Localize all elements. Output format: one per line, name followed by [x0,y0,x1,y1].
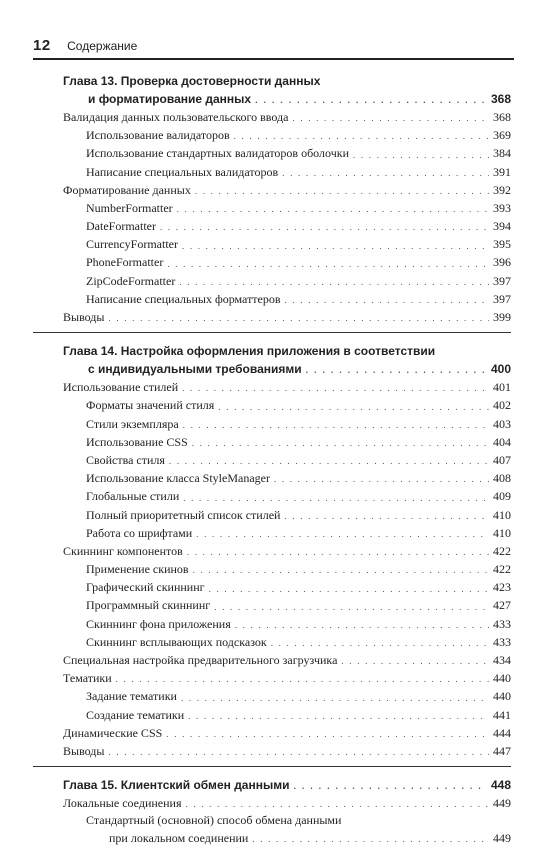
entry-label: DateFormatter [86,219,156,234]
toc-entry [63,742,511,760]
dot-leader [196,528,489,542]
dot-leader [209,583,489,597]
dot-leader [167,258,489,272]
page-ref: 408 [493,471,511,486]
dot-leader [271,637,489,651]
running-header [33,37,514,55]
page-ref: 407 [493,452,511,467]
toc-entry [63,687,511,705]
dot-leader [183,492,489,506]
entry-label: Выводы [63,310,105,325]
dot-leader [274,473,489,487]
chapter-title-line: Глава 15. Клиентский обмен данными [63,778,290,793]
page-ref: 394 [493,219,511,234]
page-ref: 368 [490,92,511,106]
toc-entry [63,126,511,144]
page-ref: 422 [493,562,511,577]
dot-leader [214,601,489,615]
page-ref: 384 [493,146,511,161]
dot-leader [183,419,489,433]
page-ref: 395 [493,237,511,252]
dot-leader [255,94,487,108]
entry-label: Форматирование данных [63,182,191,197]
chapter-title-line: Глава 14. Настройка оформления приложения в соответствии [63,344,436,359]
toc-entry [63,378,511,396]
entry-label: Скиннинг фона приложения [86,616,231,631]
chapter-divider [33,332,511,333]
entry-label: Стили экземпляра [86,416,179,431]
dot-leader [353,149,489,163]
entry-label: Скиннинг компонентов [63,543,183,558]
toc-entry [86,829,511,847]
dot-leader [182,240,489,254]
entry-label: CurrencyFormatter [86,237,178,252]
toc-entry [63,254,511,272]
page-ref: 400 [490,362,511,377]
toc-entry [63,615,511,633]
toc-entry [63,724,511,742]
entry-label: Динамические CSS [63,725,163,740]
dot-leader [181,692,489,706]
entry-label-line: Стандартный (основной) способ обмена данными [86,813,342,828]
dot-leader [193,564,489,578]
page-ref: 409 [493,489,511,504]
entry-label: при локальном соединении [109,831,249,846]
toc-entry [63,360,511,378]
toc-entry [63,487,511,505]
chapter-14-heading [63,342,511,378]
entry-label: Использование валидаторов [86,128,230,143]
dot-leader [179,276,489,290]
dot-leader [341,655,489,669]
toc-entry [63,90,511,108]
chapter-title-line: и форматирование данных [88,92,252,106]
dot-leader [252,833,489,847]
entry-label: PhoneFormatter [86,255,164,270]
page-ref: 391 [493,164,511,179]
dot-leader [182,382,489,396]
page-ref: 440 [493,671,511,686]
toc-entry [63,199,511,217]
page-ref: 427 [493,598,511,613]
entry-label: Работа со шрифтами [86,525,193,540]
entry-label: Свойства стиля [86,452,165,467]
dot-leader [195,185,489,199]
entry-label: Специальная настройка предварительного загрузчика [63,653,338,668]
entry-label: Программный скиннинг [86,598,211,613]
entry-label: Применение скинов [86,562,189,577]
toc-entry [63,597,511,615]
dot-leader [166,728,489,742]
page-ref: 368 [493,109,511,124]
toc-entry [63,524,511,542]
page-ref: 397 [493,273,511,288]
toc-entry [63,506,511,524]
page-ref: 393 [493,200,511,215]
page-ref: 434 [493,653,511,668]
dot-leader [284,510,489,524]
toc-entry [63,163,511,181]
dot-leader [218,401,489,415]
page-ref: 441 [493,707,511,722]
page-ref: 423 [493,580,511,595]
toc-entry [63,633,511,651]
entry-label: Полный приоритетный список стилей [86,507,281,522]
toc-entry [63,181,511,199]
page-ref: 422 [493,543,511,558]
toc-entry [63,794,511,812]
page-number: 12 [33,37,51,54]
entry-label: Создание тематики [86,707,185,722]
toc-entry [63,235,511,253]
dot-leader [160,221,489,235]
page-ref: 369 [493,128,511,143]
chapter-divider [33,766,511,767]
toc-entry-wrapped [63,812,511,847]
dot-leader [108,312,489,326]
chapter-15-heading [63,776,511,794]
chapter-13-heading [63,72,511,108]
dot-leader [169,455,489,469]
entry-label: ZipCodeFormatter [86,273,176,288]
dot-leader [306,364,487,378]
toc-entry [63,706,511,724]
toc-entry [63,290,511,308]
entry-label: Выводы [63,743,105,758]
dot-leader [188,710,489,724]
page-ref: 402 [493,398,511,413]
page-ref: 449 [493,831,511,846]
page-ref: 392 [493,182,511,197]
entry-label: Использование стилей [63,380,179,395]
dot-leader [292,112,489,126]
toc-entry [63,651,511,669]
toc-entry [63,433,511,451]
toc-entry [63,542,511,560]
page-ref: 447 [493,743,511,758]
toc-entry [63,469,511,487]
dot-leader [108,746,489,760]
toc-entry [63,415,511,433]
toc-entry [63,451,511,469]
page-ref: 399 [493,310,511,325]
entry-label: Задание тематики [86,689,177,704]
toc-entry [63,108,511,126]
dot-leader [177,203,489,217]
entry-label: Тематики [63,671,112,686]
toc-entry [63,560,511,578]
page-ref: 444 [493,725,511,740]
running-title: Содержание [67,39,138,53]
page-ref: 433 [493,616,511,631]
entry-label: Графический скиннинг [86,580,205,595]
page-ref: 404 [493,434,511,449]
entry-label: NumberFormatter [86,200,173,215]
page-ref: 410 [493,507,511,522]
dot-leader [282,167,489,181]
chapter-title-line: Глава 13. Проверка достоверности данных [63,74,321,88]
page-ref: 433 [493,634,511,649]
toc-entry [63,396,511,414]
page-ref: 397 [493,291,511,306]
toc-entry [63,578,511,596]
toc-entry [63,217,511,235]
table-of-contents [63,72,511,847]
page-ref: 448 [490,778,511,793]
entry-label: Форматы значений стиля [86,398,215,413]
dot-leader [285,294,489,308]
toc-entry [63,144,511,162]
toc-entry [63,272,511,290]
entry-label: Использование CSS [86,434,188,449]
dot-leader [235,619,489,633]
page-ref: 449 [493,796,511,811]
dot-leader [116,673,489,687]
dot-leader [234,130,489,144]
dot-leader [185,798,489,812]
entry-label: Использование класса StyleManager [86,471,270,486]
entry-label: Написание специальных форматтеров [86,291,281,306]
toc-entry [63,308,511,326]
page-ref: 440 [493,689,511,704]
entry-label: Локальные соединения [63,796,182,811]
page-ref: 401 [493,380,511,395]
entry-label: Использование стандартных валидаторов оболочки [86,146,349,161]
chapter-title-line: с индивидуальными требованиями [88,362,302,377]
page-ref: 403 [493,416,511,431]
entry-label: Глобальные стили [86,489,180,504]
page-ref: 396 [493,255,511,270]
toc-entry [63,776,511,794]
toc-entry [63,669,511,687]
page-ref: 410 [493,525,511,540]
header-rule [33,58,514,60]
dot-leader [293,780,486,794]
dot-leader [187,546,489,560]
dot-leader [192,437,489,451]
entry-label: Написание специальных валидаторов [86,164,279,179]
entry-label: Скиннинг всплывающих подсказок [86,634,267,649]
entry-label: Валидация данных пользовательского ввода [63,109,289,124]
